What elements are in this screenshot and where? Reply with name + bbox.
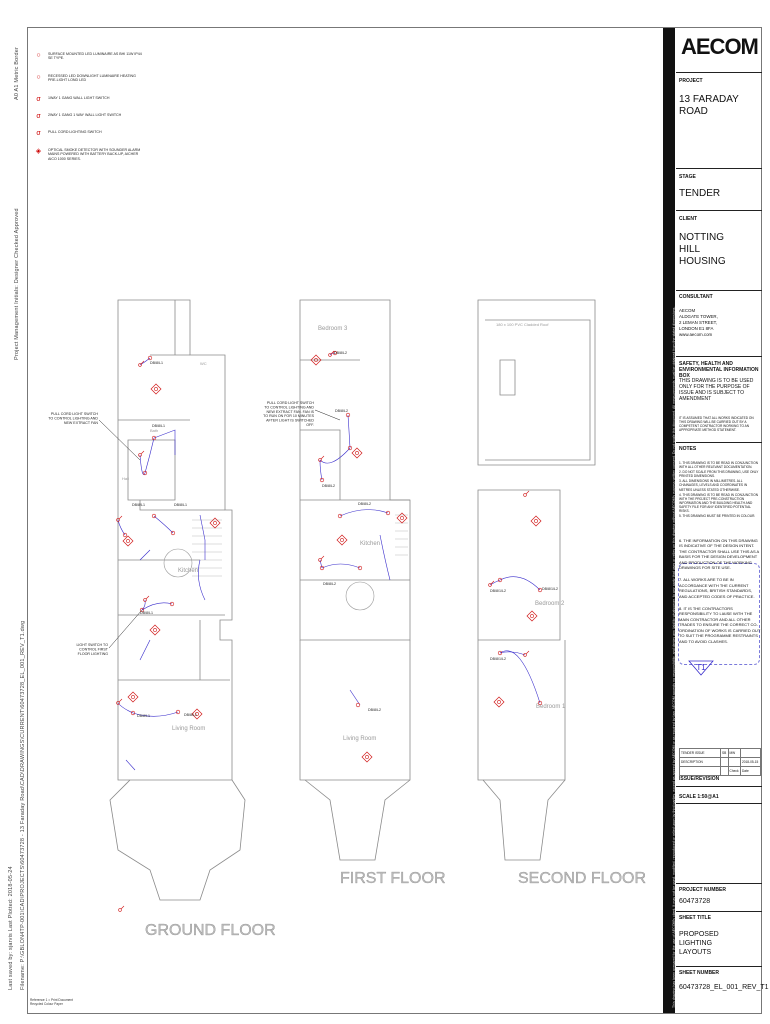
circuit-wire (200, 515, 205, 560)
legend-text: RECESSED LED DOWNLIGHT LUMINAIRE HEATING PRE-LIGHT LOND LED (48, 73, 136, 83)
revision-cell: SB (721, 749, 729, 758)
notes-large-list (679, 538, 761, 651)
legend-symbol-icon: σ (36, 130, 41, 138)
light-switch-icon (319, 456, 324, 461)
note-item: 4. THIS DRAWING IS TO BE READ IN CONJUNCTION WITH THE PROJECT PRE-CONSTRUCTION INFORMATION AND THE BUILDING HEALTH AND SAFETY FILE FOR ANY IDENTIFIED POTENTIAL RISKS. (679, 492, 759, 514)
luminaire-icon (356, 703, 360, 707)
room-label: Bedroom 2 (535, 601, 565, 607)
wall-outline (300, 640, 410, 860)
circuit-code: DB/8/L1 (132, 503, 145, 507)
smoke-detector-icon (352, 448, 362, 458)
footer (30, 998, 73, 1006)
sheet-title-label: SHEET TITLE (679, 915, 711, 921)
ground-pull-cord-note (48, 412, 140, 460)
wall-outline (118, 300, 232, 780)
circuit-wire (198, 560, 205, 600)
revision-triangle (688, 660, 714, 678)
first-floor-title: FIRST FLOOR (340, 870, 446, 887)
revision-cell (721, 767, 729, 776)
circuit-wire (126, 760, 135, 770)
consultant-label: CONSULTANT (679, 294, 713, 300)
legend-text: 1WAY 1 GANG WALL LIGHT SWITCH (48, 95, 110, 100)
smoke-detector-icon (494, 697, 504, 707)
annotation-text: LIGHT SWITCH TO CONTROL FIRST FLOOR LIGHTING (76, 643, 108, 656)
stage-value: TENDER (679, 188, 721, 199)
ground-floor-title: GROUND FLOOR (145, 922, 276, 939)
smoke-detector-icon (397, 513, 407, 523)
revision-cell (680, 767, 721, 776)
circuit-wire (154, 516, 173, 533)
wall-outline (110, 780, 245, 900)
consultant-line: LONDON E1 8FA (679, 326, 714, 331)
legend-text: SURFACE MOUNTED LED LUMINAIRE AS BHI 11W IP44 SE TYPE. (48, 52, 142, 61)
disclaimer-strip (663, 28, 675, 1013)
room-label: Living Room (172, 726, 206, 732)
circuit-codes (132, 351, 558, 718)
circuit-wire (340, 510, 388, 516)
revision-cell: Date (740, 767, 760, 776)
circuit-wire (140, 550, 150, 560)
note-item: 1. THIS DRAWING IS TO BE READ IN CONJUNCTION WITH ALL OTHER RELEVANT DOCUMENTATION. (679, 461, 759, 470)
smoke-detector-icon (210, 518, 220, 528)
light-switch-icon (119, 906, 124, 911)
circuit-code: DB/8/L2 (368, 708, 381, 712)
margin-approval-label: Project Management Initials: Designer Checked Approved (14, 208, 20, 360)
smoke-detector-icon (128, 692, 138, 702)
smoke-detector-icon (150, 625, 160, 635)
circuit-wire (140, 640, 150, 660)
title-block (676, 28, 769, 1013)
circuit-code: DB/8/L2 (322, 484, 335, 488)
notes-list (679, 461, 761, 519)
note-item: 8. IT IS THE CONTRACTORS RESPONSIBILITY TO LIAISE WITH THE MAIN CONTRACTOR AND ALL OTHER TRADES TO ENSURE THE CORRECT CO-ORDINATION OF WORKS IS CARRIED OUT TO SUIT THE PROGRAMME RESTRAINTS AND TO AVOID CLASHES. (679, 606, 761, 644)
revision-row (680, 758, 761, 767)
light-switch-icon (524, 651, 529, 656)
wall-outline (150, 300, 190, 355)
revision-mark: T1 (696, 663, 706, 672)
client-label: CLIENT (679, 216, 698, 222)
circuit-code: DB/8/L2 (323, 582, 336, 586)
circuit-code: DB/8/1/L2 (490, 589, 506, 593)
circuit-wire (320, 448, 350, 463)
sheet-number-label: SHEET NUMBER (679, 970, 720, 976)
light-switch-icon (139, 361, 144, 366)
light-switch-icon (524, 491, 529, 496)
circuit-wire (154, 430, 175, 455)
circuit-code: DB/8/L1 (150, 361, 163, 365)
circuit-wire (145, 438, 154, 473)
revision-cell: DESCRIPTION (680, 758, 721, 767)
revision-table (679, 748, 761, 776)
second-floor-title: SECOND FLOOR (518, 870, 647, 887)
plan-walls (110, 300, 595, 900)
project-name: 13 FARADAY ROAD (679, 94, 739, 117)
legend-symbol-icon: ○ (36, 73, 41, 81)
circuit-wire (322, 564, 360, 568)
consultant-address (679, 308, 761, 338)
room-label: Bath (150, 428, 159, 433)
revision-cell (740, 749, 760, 758)
wall-outline (478, 490, 565, 780)
legend-text: OPTICAL SMOKE DETECTOR WITH SOUNDER ALARM MAINS POWERED WITH BATTERY BACK-UP, AICHER AICO 1000 SERIES. (48, 147, 141, 161)
light-switch-icon (489, 581, 494, 586)
wall-outline (118, 420, 230, 680)
room-label: Kitchen (178, 568, 199, 574)
circuit-code: DB/8/L1 (152, 424, 165, 428)
circuit-code: DB/8/L2 (358, 502, 371, 506)
smoke-detector-icon (362, 752, 372, 762)
room-label: Bedroom 1 (536, 704, 566, 710)
margin-saved-by: Last saved by: sjarvis Last Plotted: 2018-05-24 (8, 866, 14, 990)
smoke-detector-icon (123, 536, 133, 546)
circuit-code: DB/8/L2 (335, 409, 348, 413)
issue-revision-label: ISSUE/REVISION (679, 776, 720, 782)
dining-table (346, 582, 374, 610)
room-label: Hall (122, 476, 129, 481)
legend-symbol-icon: σ (36, 113, 41, 121)
revision-cell: 2018-05-15 (740, 758, 760, 767)
safety-label: SAFETY, HEALTH AND ENVIRONMENTAL INFORMATION BOX (679, 361, 759, 379)
project-number-label: PROJECT NUMBER (679, 887, 726, 893)
revision-row (680, 749, 761, 758)
legend-symbol-icon: ◈ (35, 147, 42, 155)
margin-filename: Filename: P:\GBLON4TP-001\CAD\PROJECTS\60473728 - 13 Faraday Road\CAD\DRAWINGS\CURRENT\60473728_EL_001_REV_T1.dwg (20, 620, 26, 990)
sheet-title: PROPOSED LIGHTING LAYOUTS (679, 931, 719, 956)
consultant-line: 2 LEMAN STREET, (679, 320, 718, 325)
wall-outline (300, 300, 410, 640)
footer-line1: Reference 1 = Print Document (30, 998, 73, 1002)
note-item: 5. THIS DRAWING MUST BE PRINTED IN COLOUR. (679, 514, 756, 519)
aecom-logo: AECOM (681, 34, 758, 59)
smoke-detector-icon (527, 611, 537, 621)
light-switch-icon (117, 699, 122, 704)
consultant-line: AECOM (679, 308, 696, 313)
circuit-wire (350, 690, 360, 705)
circuit-code: DB/8/L1 (140, 611, 153, 615)
stage-label: STAGE (679, 174, 696, 180)
revision-cell (728, 758, 740, 767)
revision-cell (721, 758, 729, 767)
circuit-wire (118, 703, 133, 713)
client-name: NOTTING HILL HOUSING (679, 232, 726, 267)
circuit-wire (118, 520, 125, 535)
circuit-wire (320, 460, 322, 480)
light-switch-icon (117, 516, 122, 521)
project-number: 60473728 (679, 898, 711, 905)
annotation-text: PULL CORD LIGHT SWITCH TO CONTROL LIGHTING AND NEW EXTRACT FAN. FAN IS TO RUN ON FOR 10 MINUTES AFTER LIGHT IS SWITCHED OFF. (263, 401, 314, 427)
disclaimer-text: This drawing has been prepared for the use of AECOM's client. It may not be used, modified, reproduced or relied upon by third parties, except as agreed by AECOM or as required by law. AECOM accepts no responsibility, and denies any liability whatsoever, to any party that uses or relies on this drawing without AECOM's express written consent. Do not scale this document. All measurements must be obtained from the stated dimensions. (672, 306, 676, 1008)
safety-text: THIS DRAWING IS TO BE USED ONLY FOR THE PURPOSE OF ISSUE AND IS SUBJECT TO AMENDMENT (679, 378, 754, 402)
revision-cell: MW (728, 749, 740, 758)
circuit-code: DB/8/L2 (334, 351, 347, 355)
sheet-number: 60473728_EL_001_REV_T1 (679, 984, 769, 991)
circuit-wire (500, 577, 540, 590)
wall-outline (500, 360, 515, 395)
scale-label: SCALE 1:50@A1 (679, 794, 719, 800)
circuit-code: DB/8/L1 (184, 713, 197, 717)
circuit-wire (380, 535, 390, 580)
annotation-text: PULL CORD LIGHT SWITCH TO CONTROL LIGHTING AND NEW EXTRACT FAN (48, 412, 98, 425)
room-label: 180 x 100 PVC Cladded Roof (496, 322, 549, 327)
note-item: 7. ALL WORKS ARE TO BE IN ACCORDANCE WITH THE CURRENT REGULATIONS, BRITISH STANDARDS, AND ACCEPTED CODES OF PRACTICE. (679, 577, 755, 599)
circuit-wire (348, 415, 350, 448)
note-item: 3. ALL DIMENSIONS IN MILLIMETRES. ALL CHAINAGES, LEVELS AND COORDINATES IN METRES UNLESS STATED OTHERWISE. (679, 479, 748, 492)
circuit-code: DB/8/1/L2 (542, 587, 558, 591)
safety-small-text: IT IS ASSUMED THAT ALL WORKS INDICATED ON THIS DRAWING WILL BE CARRIED OUT BY A COMPETENT CONTRACTOR WORKING TO AN APPROPRIATE METHOD STATEMENT. (679, 416, 754, 433)
legend-symbol-icon: σ (36, 95, 41, 103)
light-switch-icon (319, 556, 324, 561)
room-label: Bedroom 3 (318, 326, 348, 332)
note-item: 2. DO NOT SCALE FROM THIS DRAWING, USE ONLY PRINTED DIMENSIONS. (679, 470, 759, 479)
legend-text: 2WAY 1 GANG 1 WAY WALL LIGHT SWITCH (48, 113, 122, 118)
revision-cell: TENDER ISSUE (680, 749, 721, 758)
note-item: 6. THE INFORMATION ON THIS DRAWING IS INDICATIVE OF THE DESIGN INTENT. THE CONTRACTOR SHALL USE THIS AS A BASIS FOR THE DESIGN DEVELOPMENT AND PRODUCTION OF THE WORKING DRAWINGS FOR SITE USE. (679, 538, 759, 571)
consultant-line: www.aecom.com (679, 332, 713, 337)
room-label: Living Room (343, 736, 377, 742)
smoke-detector-icon (337, 535, 347, 545)
footer-line2: Recycled Colour Paper (30, 1002, 63, 1006)
wall-outline (300, 360, 410, 580)
circuit-code: DB/8/L1 (174, 503, 187, 507)
wall-outline (483, 780, 565, 860)
ground-light-switch-note (76, 610, 142, 656)
revision-cell: Check (728, 767, 740, 776)
room-label: Kitchen (360, 541, 381, 547)
project-label: PROJECT (679, 78, 703, 84)
light-switch-icon (144, 596, 149, 601)
circuit-wire (500, 651, 540, 703)
circuit-code: DB/8/1/L2 (490, 657, 506, 661)
margin-border-label: A0 A1 Metric Border (14, 46, 20, 100)
light-switch-icon (139, 451, 144, 456)
smoke-detector-icon (151, 384, 161, 394)
legend-text: PULL CORD LIGHTING SWITCH (48, 130, 102, 135)
legend-symbol-icon: ○ (36, 52, 41, 59)
revision-row (680, 767, 761, 776)
smoke-detector-icon (531, 516, 541, 526)
notes-label: NOTES (679, 446, 697, 452)
first-pull-cord-note (263, 401, 340, 427)
consultant-line: ALDGATE TOWER, (679, 314, 718, 319)
room-label: WC (200, 361, 207, 366)
circuit-wire (142, 603, 172, 610)
circuit-code: DB/8/L1 (137, 714, 150, 718)
